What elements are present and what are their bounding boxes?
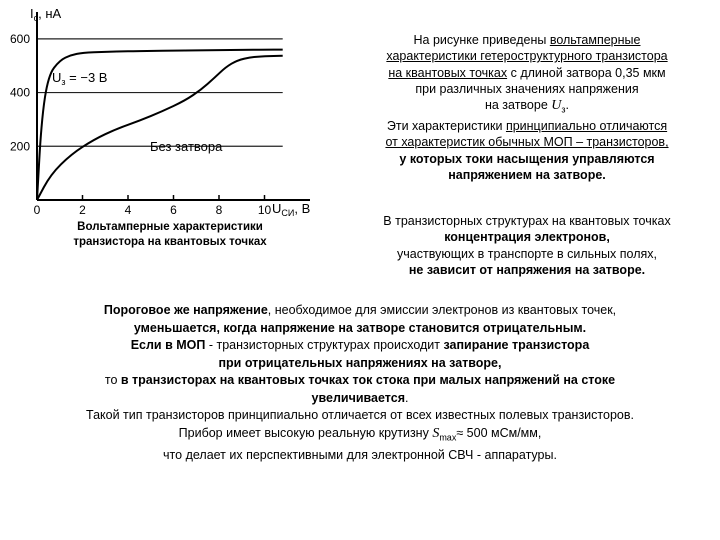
bottom-paragraph bbox=[0, 302, 720, 464]
caption-line-1: Вольтамперные характеристики bbox=[77, 221, 263, 233]
desc-line-4: при различных значениях напряжения bbox=[415, 81, 639, 96]
x-tick-label: 8 bbox=[215, 203, 223, 217]
description-block bbox=[337, 32, 717, 183]
conc-line-3: участвующих в транспорте в сильных полях, bbox=[397, 246, 657, 261]
iv-chart bbox=[0, 0, 335, 255]
bottom-line-3: Если в МОП - транзисторных структурах происходит запирание транзистора bbox=[130, 338, 590, 352]
y-axis-label: $I_c$, нА bbox=[30, 6, 62, 23]
conc-line-4: не зависит от напряжения на затворе. bbox=[408, 262, 646, 277]
bottom-line-8: Прибор имеет высокую реальную крутизну $S_{max}\approx 500$ мСм/мм, bbox=[178, 425, 542, 442]
bottom-line-2: уменьшается, когда напряжение на затворе становится отрицательным. bbox=[133, 320, 587, 335]
desc-line-1: На рисунке приведены вольтамперные bbox=[413, 33, 641, 47]
x-tick-label: 10 bbox=[257, 203, 272, 217]
x-axis-label: $U_{СИ}$, В bbox=[272, 201, 311, 218]
conc-line-2: концентрация электронов, bbox=[444, 230, 610, 245]
bottom-line-5: то в транзисторах на квантовых точках ток стока при малых напряжений на стоке bbox=[104, 373, 616, 387]
bottom-line-1: Пороговое же напряжение, необходимое для эмиссии электронов из квантовых точек, bbox=[103, 303, 617, 317]
concentration-block bbox=[337, 213, 717, 278]
desc-line-8: у которых токи насыщения управляются bbox=[399, 151, 655, 166]
x-tick-label: 2 bbox=[79, 203, 86, 217]
x-tick-label: 4 bbox=[124, 203, 132, 217]
bottom-line-9: что делает их перспективными для электронной СВЧ - аппаратуры. bbox=[163, 447, 557, 462]
y-tick-label: 400 bbox=[10, 85, 31, 100]
desc-line-5: на затворе $U_з$. bbox=[484, 98, 570, 115]
bottom-line-4: при отрицательных напряжениях на затворе, bbox=[218, 355, 502, 370]
desc-line-7: от характеристик обычных МОП – транзисторов, bbox=[385, 135, 669, 150]
bottom-line-6: увеличивается. bbox=[311, 390, 409, 405]
x-tick-label: 0 bbox=[33, 203, 41, 217]
desc-line-3: на квантовых точках с длиной затвора 0,35 мкм bbox=[388, 65, 666, 80]
conc-line-1: В транзисторных структурах на квантовых точках bbox=[383, 214, 671, 228]
chart-caption bbox=[55, 220, 285, 250]
desc-line-2: характеристики гетероструктурного транзистора bbox=[386, 49, 668, 64]
caption-line-2: транзистора на квантовых точках bbox=[73, 236, 267, 248]
y-tick-label: 600 bbox=[10, 31, 31, 46]
no-gate-annotation: Без затвора bbox=[150, 139, 223, 154]
desc-line-6: Эти характеристики принципиально отличаются bbox=[386, 118, 668, 133]
chart-area bbox=[0, 0, 335, 255]
bottom-line-7: Такой тип транзисторов принципиально отличается от всех известных полевых транзисторов. bbox=[86, 408, 634, 422]
desc-line-9: напряжением на затворе. bbox=[448, 167, 606, 182]
y-tick-label: 200 bbox=[10, 139, 31, 154]
gate-voltage-annotation: $U_з = -3$ В bbox=[52, 70, 108, 87]
x-tick-label: 6 bbox=[170, 203, 177, 217]
